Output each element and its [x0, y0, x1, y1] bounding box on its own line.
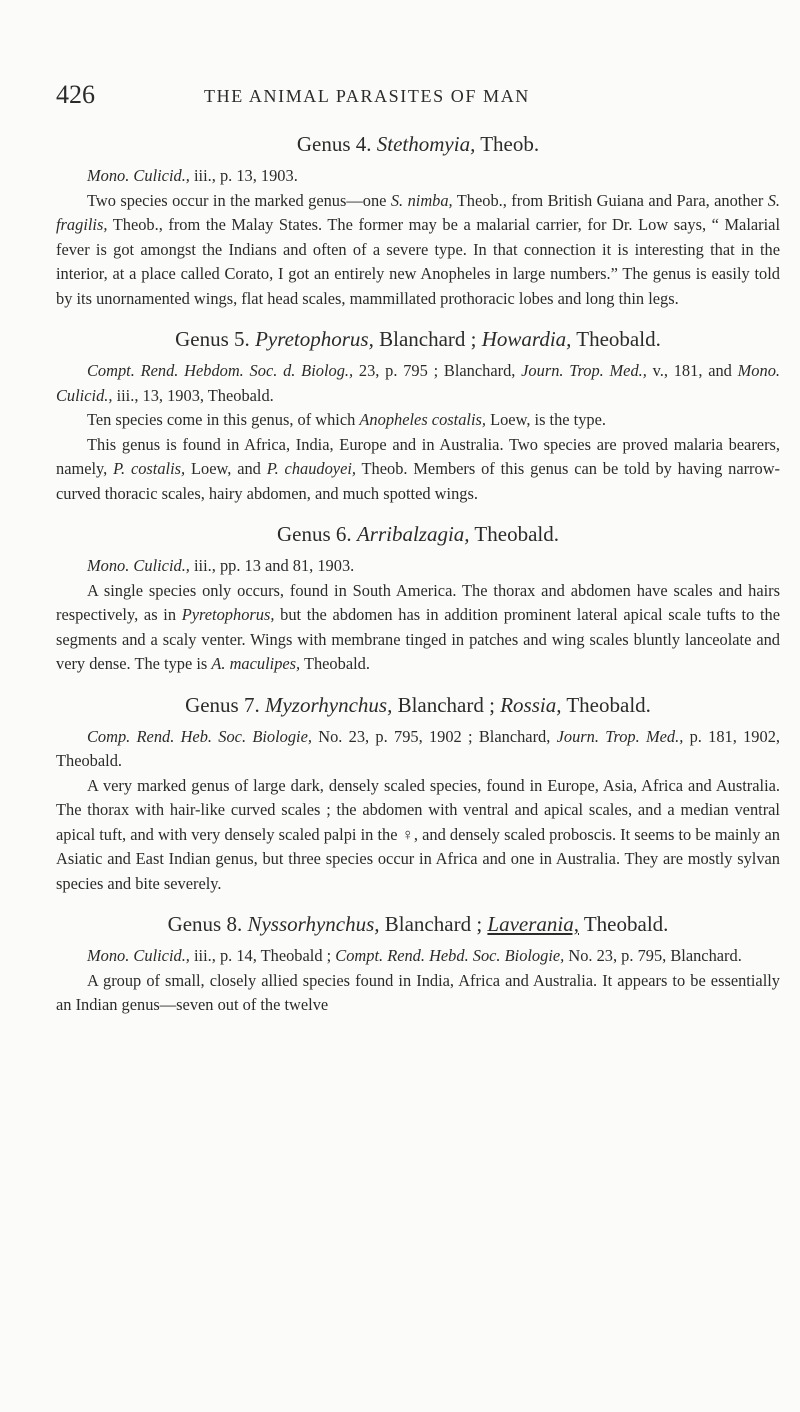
text-run: No. 23, p. 795, 1902 ; Blanchard, [311, 726, 557, 746]
text-run: Loew, is the type. [485, 410, 607, 429]
italic-run: S. fragilis, [56, 190, 781, 234]
genus-heading [56, 910, 780, 938]
genus-heading [56, 325, 780, 353]
italic-run: P. costalis, [113, 459, 186, 478]
text-run: v., 181, and [646, 361, 738, 380]
text-run: Theobald. [300, 654, 370, 673]
text-run: iii., pp. 13 and 81, 1903. [189, 556, 355, 575]
genus-number: Genus 8. [167, 912, 243, 936]
paragraph [56, 408, 780, 433]
italic-run: Pyretophorus, [181, 605, 275, 624]
text-run: A very marked genus of large dark, densely scaled species, found in Europe, Asia, Africa and Australia. The thorax with hair-like curved scales ; the abdomen with ventral and apical scales, and a median ventral apical tuft, and with very densely scaled palpi in the ♀, and densely scaled proboscis. It seems to be mainly an Asiatic and East Indian genus, but three species occur in Africa and one in Australia. They are mostly sylvan species and bite severely. [56, 775, 780, 893]
text-run: Theob. Members of this genus can be told by having narrow-curved thoracic scales, hairy abdomen, and much spotted wings. [56, 459, 781, 503]
paragraph [56, 579, 780, 677]
italic-run: A. maculipes, [211, 654, 301, 673]
text-run: No. 23, p. 795, Blanchard. [564, 946, 742, 965]
italic-run: Mono. Culicid., [56, 361, 780, 405]
genus-authority: Blanchard ; [384, 912, 483, 936]
genus-synonym-authority: Theobald. [566, 692, 651, 717]
text-run: A single species only occurs, found in South America. The thorax and abdomen have scales and hairs respectively, as in [56, 580, 780, 624]
citation [56, 725, 780, 774]
citation [56, 164, 780, 189]
italic-run: P. chaudoyei, [266, 459, 356, 478]
italic-run: Mono. Culicid., [87, 166, 190, 185]
genus-synonym: Laverania, [487, 912, 579, 936]
citation [56, 944, 780, 969]
genus-synonym: Howardia, [481, 327, 572, 351]
genus-section [56, 130, 780, 311]
genus-authority: Theobald. [474, 522, 559, 546]
text-run: iii., p. 13, 1903. [189, 166, 298, 185]
running-head [56, 80, 780, 130]
genus-heading [56, 520, 780, 548]
genus-name: Arribalzagia, [356, 522, 470, 546]
genus-synonym-authority: Theobald. [576, 327, 661, 351]
italic-run: S. nimba, [390, 190, 453, 210]
genus-section [56, 325, 780, 506]
genus-number: Genus 4. [296, 132, 372, 156]
citation [56, 554, 780, 579]
genus-heading [56, 691, 780, 719]
text-run: Loew, and [185, 459, 267, 478]
paragraph [56, 774, 780, 897]
page-number: 426 [56, 80, 95, 109]
italic-run: Journ. Trop. Med., [521, 361, 647, 380]
text-run: Ten species come in this genus, of which [87, 410, 360, 429]
text-run: Two species occur in the marked genus—one [87, 190, 391, 210]
genus-name: Nyssorhynchus, [247, 912, 380, 936]
genus-synonym: Rossia, [500, 692, 562, 717]
text-run: Theob., from the Malay States. The former may be a malarial carrier, for Dr. Low says, “ Malarial fever is got amongst the Indians and often of a severe type. In that connection it is interesting that in the interior, at a place called Corato, I got an entirely new Anopheles in large numbers.” The genus is easily told by its unornamented wings, flat head scales, mammillated prothoracic lobes and long thin legs. [56, 215, 780, 308]
page [56, 80, 780, 1018]
paragraph [56, 189, 780, 312]
italic-run: Compt. Rend. Hebd. Soc. Biologie, [335, 946, 565, 965]
citation [56, 359, 780, 408]
body-text [56, 130, 780, 1018]
text-run: 23, p. 795 ; Blanchard, [353, 361, 522, 380]
text-run: p. 181, 1902, Theobald. [56, 726, 780, 770]
text-run: Theob., from British Guiana and Para, another [452, 190, 768, 210]
text-run: iii., p. 14, Theobald ; [189, 946, 336, 965]
text-run: A group of small, closely allied species found in India, Africa and Australia. It appears to be essentially an Indian genus—seven out of the twelve [56, 970, 780, 1014]
genus-number: Genus 7. [185, 692, 260, 717]
genus-section [56, 691, 780, 897]
genus-section [56, 910, 780, 1018]
paragraph [56, 433, 780, 507]
paragraph [56, 969, 780, 1018]
genus-name: Stethomyia, [376, 132, 476, 156]
italic-run: Anopheles costalis, [359, 410, 486, 429]
italic-run: Comp. Rend. Heb. Soc. Biologie, [87, 726, 312, 746]
genus-authority: Blanchard ; [397, 692, 495, 717]
genus-section [56, 520, 780, 677]
genus-number: Genus 5. [175, 327, 250, 351]
text-run: but the abdomen has in addition prominent lateral apical scale tufts to the segments and a scaly venter. Wings with membrane tinged in patches and wing scales bluntly lanceolate and very dense. The type is [56, 605, 780, 673]
italic-run: Mono. Culicid., [87, 556, 190, 575]
genus-synonym-authority: Theobald. [583, 912, 669, 936]
genus-name: Myzorhynchus, [264, 692, 393, 717]
running-title: THE ANIMAL PARASITES OF MAN [204, 86, 530, 106]
text-run: This genus is found in Africa, India, Europe and in Australia. Two species are proved malaria bearers, namely, [56, 434, 780, 478]
italic-run: Compt. Rend. Hebdom. Soc. d. Biolog., [87, 361, 354, 380]
italic-run: Journ. Trop. Med., [556, 726, 684, 746]
genus-number: Genus 6. [277, 522, 352, 546]
genus-heading [56, 130, 780, 158]
italic-run: Mono. Culicid., [87, 946, 190, 965]
genus-authority: Blanchard ; [379, 327, 477, 351]
text-run: iii., 13, 1903, Theobald. [112, 385, 274, 405]
genus-name: Pyretophorus, [255, 327, 374, 351]
genus-authority: Theob. [480, 132, 540, 156]
